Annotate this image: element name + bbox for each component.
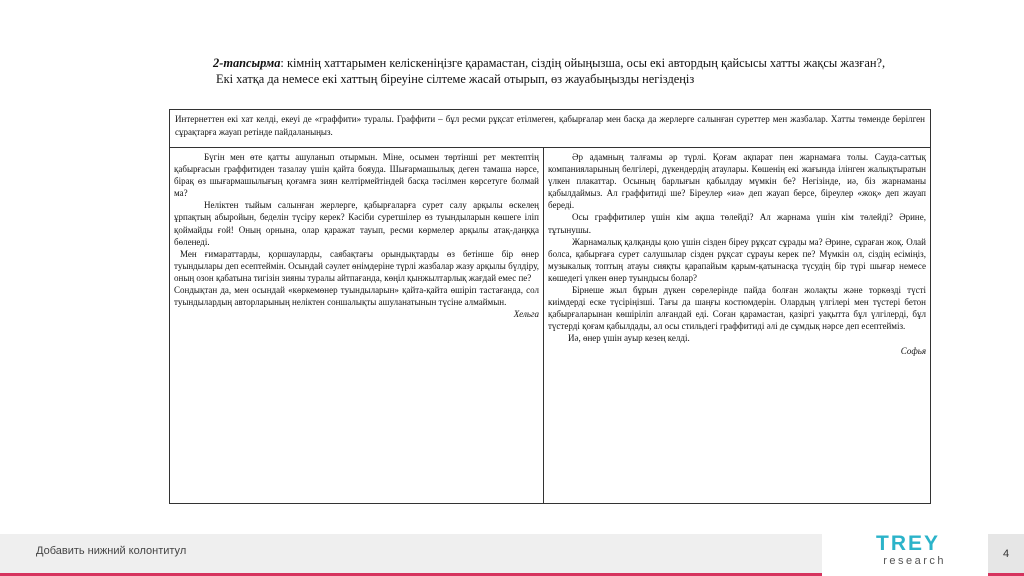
letter-paragraph: Жарнамалық қалқанды қою үшін сізден біреу рұқсат сұрады ма? Әрине, сұраған жоқ. Олай болса, қабырғаға сурет салушылар сізден рұқсат сұрауы керек пе? Мүмкін ол, сіздің есіміңіз, музыкалық топтың атауы сияқты қарапайым қарым-қатынасқа түсудің бір түрі шығар немесе көшедегі үлкен өнер туындысы болар?: [548, 236, 926, 283]
letter-paragraph: Осы граффитилер үшін кім ақша төлейді? Ал жарнама үшін кім төлейді? Әрине, тұтынушы.: [548, 212, 926, 235]
letter-paragraph: Неліктен тыйым салынған жерлерге, қабырғаларға сурет салу арқылы өскелең ұрпақтың абыройын, беделін түсіру керек? Кәсіби суретшілер өз туындыларын көшеге іліп қоймайды ғой! Оның орнына, олар қаражат тауып, ресми көрмелер арқылы атақ-даңққа бөленеді.: [174, 200, 539, 247]
page-number-box: [988, 534, 1024, 576]
task-instruction: Екі хатқа да немесе екі хаттың біреуіне сілтеме жасай отырып, өз жауабыңызды негіздеңіз: [216, 72, 695, 86]
trey-research-logo: [876, 533, 946, 568]
footer-text[interactable]: Добавить нижний колонтитул: [36, 545, 187, 557]
letter-signature: Софья: [900, 345, 926, 356]
letter-sofya: [544, 148, 930, 503]
table-intro: Интернеттен екі хат келді, екеуі де «граффити» туралы. Граффити – бұл ресми рұқсат етілмеген, қабырғалар мен басқа да жерлерге салынған суреттер мен жазбалар. Хатты төменде берілген сұрақтарға жауап ретінде пайдаланыңыз.: [170, 110, 930, 148]
letter-paragraph: Бүгін мен өте қатты ашуланып отырмын. Міне, осымен төртінші рет мектептің қабырғасын граффитиден тазалау үшін қайта бояуда. Шығармашылық деген тамаша нәрсе, бірақ өз шығармашылығың қоғамға зиян келтірмейтіндей басқа тәсілмен көрсетуге болмай ма?: [174, 152, 539, 199]
letter-signature: Хельга: [513, 309, 539, 320]
logo-sub-text: research: [883, 555, 946, 567]
footer: [0, 534, 1024, 576]
letter-paragraph: Әр адамның талғамы әр түрлі. Қоғам ақпарат пен жарнамаға толы. Сауда-саттық компанияларының белгілері, дүкендердің атаулары. Көшенің екі жағында ілінген жалықтыратын үлкен плакаттар. Осының барлығын қабылдау мүмкін бе? Негізінде, иә, біз жарнаманы қабылдаймыз. Ал граффитиді ше? Біреулер «иә» деп жауап берсе, біреулер «жоқ» деп жауап береді.: [548, 152, 926, 211]
letter-paragraph: Иә, өнер үшін ауыр кезең келді.: [568, 333, 690, 344]
letter-paragraph: Сондықтан да, мен осындай «көркемөнер туындыларын» қайта-қайта өшіріп тастағанда, сол туындылардың авторларының неліктен соншалықты ашуланатынын түсіне алмаймын.: [174, 285, 539, 308]
task-label: 2-тапсырма: [213, 56, 281, 70]
task-question: : кімнің хаттарымен келіскеніңізге қарамастан, сіздің ойыңызша, осы екі автордың қайсысы хатты жақсы жазған?,: [280, 56, 886, 70]
letters-table: [169, 109, 931, 504]
letter-paragraph: Мен ғимараттарды, қоршауларды, саябақтағы орындықтарды өз бетінше бір өнер туындылары деп есептеймін. Осындай сәулет өнімдеріне түрлі жазбалар жазу арқылы бүлдіру, оның озон қабатына тигізін зияны туралы айтпағанда, көңіл қынжылтарлық жағдай емес пе?: [174, 248, 539, 283]
logo-main-text: TREY: [876, 532, 941, 555]
page-number: 4: [1002, 548, 1010, 560]
task-prompt: [213, 55, 933, 87]
letter-helga: [170, 148, 544, 503]
letter-paragraph: Бірнеше жыл бұрын дүкен сөрелерінде пайда болған жолақты және торкөзді түсті киімдерді еске түсіріңізші. Тағы да шаңғы костюмдерін. Олардың үлгілері мен түстері бетон қабырғаларынан көшіріліп алғандай еді. Соған қарамастан, қазіргі уақытта бұл үлгілерді, бұл түстерді қоғам қабылдады, ал осы стильдегі граффитиді әлі де сұмдық нәрсе деп есептейміз.: [548, 285, 926, 332]
